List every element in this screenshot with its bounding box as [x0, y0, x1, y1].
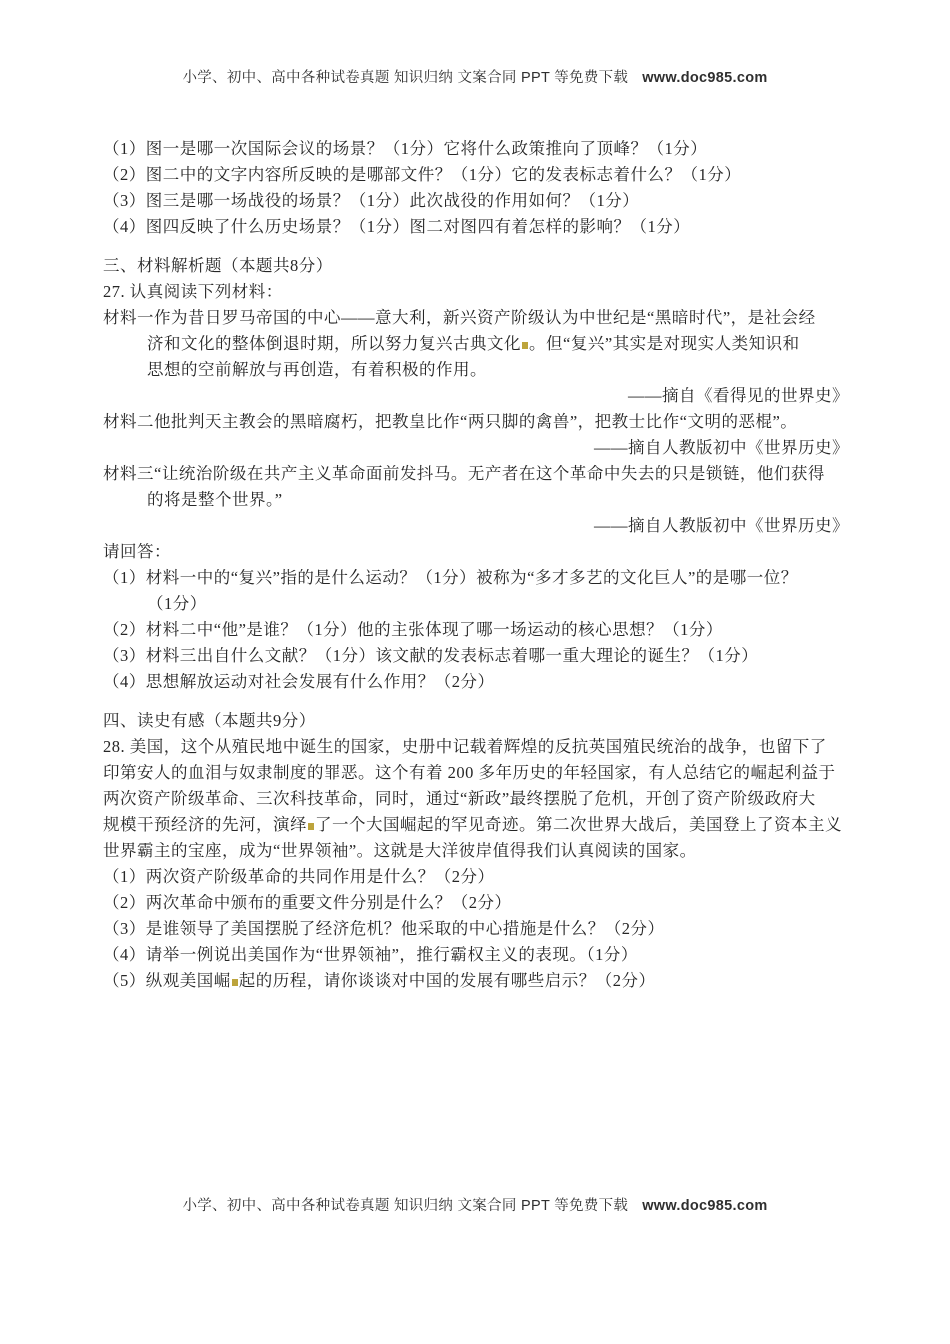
highlight-mark [522, 342, 528, 349]
q28-question-4: （4）请举一例说出美国作为“世界领袖”，推行霸权主义的表现。（1分） [103, 945, 638, 964]
q26-question-3: （3）图三是哪一场战役的场景？（1分）此次战役的作用如何？（1分） [103, 191, 640, 210]
material1-line2 [103, 331, 849, 357]
q26-question-4: （4）图四反映了什么历史场景？（1分）图二对图四有着怎样的影响？（1分） [103, 217, 691, 236]
q28-paragraph-line4-pre: 规模干预经济的先河，演绎 [103, 815, 307, 834]
material3-line2: 的将是整个世界。” [147, 490, 283, 509]
spacer [103, 240, 849, 253]
q28-question-5-pre: （5）纵观美国崛 [103, 971, 231, 990]
q28-question-5 [103, 968, 849, 994]
material3-line1: 材料三“让统治阶级在共产主义革命面前发抖马。无产者在这个革命中失去的只是锁链，他们获得 [103, 464, 825, 483]
exam-content [103, 136, 849, 994]
q27-intro: 27. 认真阅读下列材料： [103, 282, 283, 301]
material1-line3: 思想的空前解放与再创造，有着积极的作用。 [147, 360, 487, 379]
q28-question-2: （2）两次革命中颁布的重要文件分别是什么？（2分） [103, 893, 512, 912]
q28-question-3: （3）是谁领导了美国摆脱了经济危机？他采取的中心措施是什么？（2分） [103, 919, 665, 938]
answer-prompt: 请回答： [103, 542, 171, 561]
material3-source: ——摘自人教版初中《世界历史》 [594, 516, 849, 535]
section4-heading: 四、读史有感（本题共9分） [103, 711, 316, 730]
q27-question-4: （4）思想解放运动对社会发展有什么作用？（2分） [103, 672, 495, 691]
q28-paragraph-line5: 世界霸主的宝座，成为“世界领袖”。这就是大洋彼岸值得我们认真阅读的国家。 [103, 841, 697, 860]
q28-paragraph-line3: 两次资产阶级革命、三次科技革命，同时，通过“新政”最终摆脱了危机，开创了资产阶级政府大 [103, 789, 816, 808]
q27-question-3: （3）材料三出自什么文献？（1分）该文献的发表标志着哪一重大理论的诞生？（1分） [103, 646, 759, 665]
header-url: www.doc985.com [642, 70, 768, 86]
q28-paragraph-line2: 印第安人的血泪与奴隶制度的罪恶。这个有着 200 多年历史的年轻国家，有人总结它的崛起利益于 [103, 763, 836, 782]
footer-text: 小学、初中、高中各种试卷真题 知识归纳 文案合同 PPT 等免费下载 [182, 1198, 629, 1214]
material2-line1: 材料二他批判天主教会的黑暗腐朽，把教皇比作“两只脚的禽兽”，把教士比作“文明的恶棍”。 [103, 412, 798, 431]
material1-source: ——摘自《看得见的世界史》 [628, 386, 849, 405]
highlight-mark [232, 979, 238, 986]
q27-question-2: （2）材料二中“他”是谁？（1分）他的主张体现了哪一场运动的核心思想？（1分） [103, 620, 723, 639]
q28-paragraph-line1: 28. 美国，这个从殖民地中诞生的国家，史册中记载着辉煌的反抗英国殖民统治的战争，也留下了 [103, 737, 827, 756]
material1-line2-pre: 济和文化的整体倒退时期，所以努力复兴古典文化 [147, 334, 521, 353]
q28-paragraph-line4-post: 了一个大国崛起的罕见奇迹。第二次世界大战后，美国登上了资本主义 [315, 815, 842, 834]
q28-question-1: （1）两次资产阶级革命的共同作用是什么？（2分） [103, 867, 495, 886]
section3-heading: 三、材料解析题（本题共8分） [103, 256, 333, 275]
q26-question-2: （2）图二中的文字内容所反映的是哪部文件？（1分）它的发表标志着什么？（1分） [103, 165, 742, 184]
material1-line1: 材料一作为昔日罗马帝国的中心——意大利，新兴资产阶级认为中世纪是“黑暗时代”，是社会经 [103, 308, 816, 327]
footer-url: www.doc985.com [642, 1198, 768, 1214]
highlight-mark [308, 823, 314, 830]
page-footer [0, 1194, 950, 1215]
material1-line2-post: 。但“复兴”其实是对现实人类知识和 [529, 334, 800, 353]
q27-question-1-line2: （1分） [147, 594, 207, 613]
q28-question-5-post: 起的历程，请你谈谈对中国的发展有哪些启示？（2分） [238, 971, 656, 990]
spacer [103, 695, 849, 708]
material2-source: ——摘自人教版初中《世界历史》 [594, 438, 849, 457]
q26-question-1: （1）图一是哪一次国际会议的场景？（1分）它将什么政策推向了顶峰？（1分） [103, 139, 708, 158]
q27-question-1-line1: （1）材料一中的“复兴”指的是什么运动？（1分）被称为“多才多艺的文化巨人”的是哪一位？ [103, 568, 798, 587]
header-text: 小学、初中、高中各种试卷真题 知识归纳 文案合同 PPT 等免费下载 [182, 70, 629, 86]
q28-paragraph-line4 [103, 812, 849, 838]
page-header [0, 66, 950, 87]
